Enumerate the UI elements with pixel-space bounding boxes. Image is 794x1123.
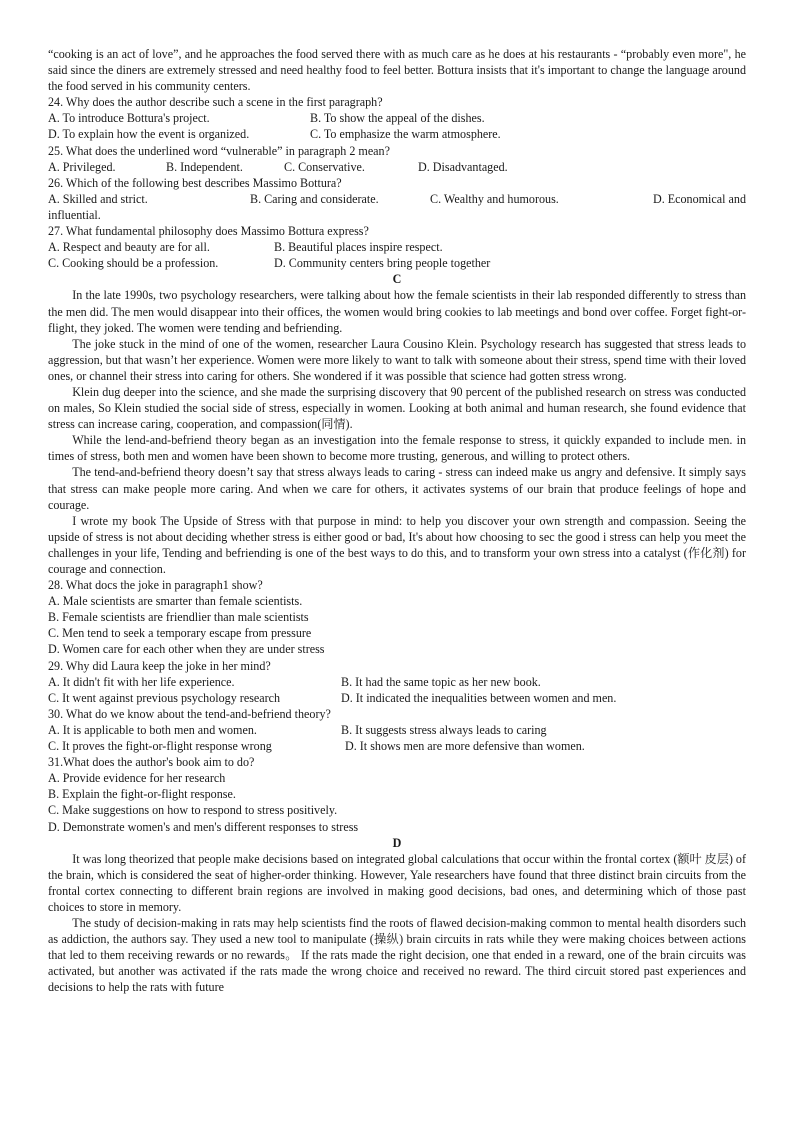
option-wrap: influential. — [48, 207, 101, 222]
passage-d-paragraph-1: It was long theorized that people make decisions based on integrated global calculations that occur within the frontal cortex (额叶 皮层) of the brain, which is considered the seat of higher-order thinking. However, Yale researchers have found that three distinct brain circuits from the frontal cortex connecting to different brain regions are involved in making good decisions, bad ones, and determining which of those past choices to store in memory. — [48, 851, 746, 914]
question-29-options — [48, 674, 746, 706]
passage-c-paragraph-3: Klein dug deeper into the science, and she made the surprising discovery that 90 percent of the published research on stress was conducted on males, So Klein studied the social side of stress, especially in women. Looking at both animal and human research, she found evidence that stress can increase caring, cooperation, and compassion(同情). — [48, 384, 746, 432]
option: C. Wealthy and humorous. — [430, 191, 559, 206]
option: D. Women care for each other when they are under stress — [48, 642, 325, 657]
question-30: 30. What do we know about the tend-and-befriend theory? — [48, 706, 331, 721]
question-25-options — [48, 159, 746, 175]
passage-c-paragraph-2: The joke stuck in the mind of one of the women, researcher Laura Cousino Klein. Psychology research has suggested that stress leads to aggression, but that wasn’t her experience. Women were more likely to want to talk with someone about their stress, spend time with their loved ones, or channel their stress into caring for others. She wondered if it was possible that science had gotten stress wrong. — [48, 336, 746, 383]
option: B. Caring and considerate. — [250, 191, 379, 206]
option: C. Make suggestions on how to respond to stress positively. — [48, 803, 338, 818]
question-30-options — [48, 722, 746, 754]
option: B. Beautiful places inspire respect. — [274, 240, 443, 255]
passage-c-paragraph-5: The tend-and-befriend theory doesn’t say that stress always leads to caring - stress can indeed make us angry and defensive. It simply says that stress can make people more caring. And when we care for others, it activates systems of our brain that produce feelings of hope and courage. — [48, 465, 746, 512]
option: C. Conservative. — [284, 159, 365, 174]
passage-c-paragraph-1: In the late 1990s, two psychology researchers, were talking about how the female scientists in their lab responded differently to stress than the men did. The men would disappear into their offices, the women would bring cookies to lab meetings and bond over coffee. Forget fight-or-flight, they joked. The women were tending and befriending. — [48, 288, 746, 335]
option: B. Independent. — [166, 159, 243, 174]
option: B. To show the appeal of the dishes. — [310, 111, 485, 126]
option: D. Disadvantaged. — [418, 159, 508, 174]
passage-c-paragraph-4: While the lend-and-befriend theory began as an investigation into the female response to stress, it quickly expanded to include men. in times of stress, both men and women have been shown to become more trusting, generous, and willing to protect others. — [48, 433, 746, 464]
question-31: 31.What does the author's book aim to do? — [48, 755, 255, 770]
passage-c-paragraph-6: I wrote my book The Upside of Stress with that purpose in mind: to help you discover your own strength and compassion. Seeing the upside of stress is not about deciding whether stress is either good or bad, It's about how choosing to sec the good i stress can help you meet the challenges in your life, Tending and befriending is one of the best ways to do this, and to transform your own stress into a catalyst (作化剂) for courage and connection. — [48, 513, 746, 576]
intro-paragraph: “cooking is an act of love”, and he approaches the food served there with as much care as he does at his restaurants - “probably even more", he said since the diners are extremely stressed and need healthy food to feel better. Bottura insists that it's important to change the language around the food served in his community centers. — [48, 47, 746, 94]
question-26: 26. Which of the following best describes Massimo Bottura? — [48, 175, 342, 190]
option: C. Cooking should be a profession. — [48, 256, 219, 271]
question-29: 29. Why did Laura keep the joke in her mind? — [48, 658, 271, 673]
option: A. Skilled and strict. — [48, 191, 148, 206]
option: A. It didn't fit with her life experience. — [48, 674, 235, 689]
option: B. It had the same topic as her new book. — [341, 674, 541, 689]
section-heading-c: C — [392, 272, 402, 287]
option: A. Respect and beauty are for all. — [48, 240, 210, 255]
option: B. Female scientists are friendlier than male scientists — [48, 610, 309, 625]
section-heading-d: D — [392, 835, 402, 850]
option: C. It proves the fight-or-flight response wrong — [48, 739, 272, 754]
option: D. It indicated the inequalities between women and men. — [341, 690, 617, 705]
question-24-options — [48, 110, 746, 142]
option: C. It went against previous psychology research — [48, 690, 281, 705]
option: B. Explain the fight-or-flight response. — [48, 787, 236, 802]
option: A. Privileged. — [48, 159, 116, 174]
option: D. Economical and — [652, 191, 746, 206]
option: C. To emphasize the warm atmosphere. — [310, 127, 501, 142]
question-24: 24. Why does the author describe such a scene in the first paragraph? — [48, 95, 383, 110]
option: A. To introduce Bottura's project. — [48, 111, 210, 126]
option: D. Community centers bring people together — [274, 256, 491, 271]
option: A. It is applicable to both men and women. — [48, 722, 257, 737]
question-25: 25. What does the underlined word “vulnerable” in paragraph 2 mean? — [48, 143, 390, 158]
question-28: 28. What docs the joke in paragraph1 show? — [48, 578, 263, 593]
question-27: 27. What fundamental philosophy does Massimo Bottura express? — [48, 224, 369, 239]
option: B. It suggests stress always leads to caring — [341, 722, 547, 737]
question-27-options — [48, 239, 746, 271]
option: D. To explain how the event is organized. — [48, 127, 250, 142]
question-26-options — [48, 191, 746, 207]
option: A. Male scientists are smarter than female scientists. — [48, 594, 303, 609]
passage-d-paragraph-2: The study of decision-making in rats may help scientists find the roots of flawed decision-making common to mental health disorders such as addiction, the authors say. They used a new tool to manipulate (操纵) brain circuits in rats while they were making choices between actions that led to them receiving rewards or no rewards。 If the rats made the right decision, one that ended in a reward, one of the brain circuits was activated, but another was activated if the rats made the wrong choice and received no reward. The third circuit stored past experiences and decisions to help the rats with future — [48, 916, 746, 995]
option: A. Provide evidence for her research — [48, 771, 226, 786]
option: C. Men tend to seek a temporary escape from pressure — [48, 626, 312, 641]
option: D. Demonstrate women's and men's different responses to stress — [48, 819, 359, 834]
option: D. It shows men are more defensive than women. — [345, 739, 585, 754]
